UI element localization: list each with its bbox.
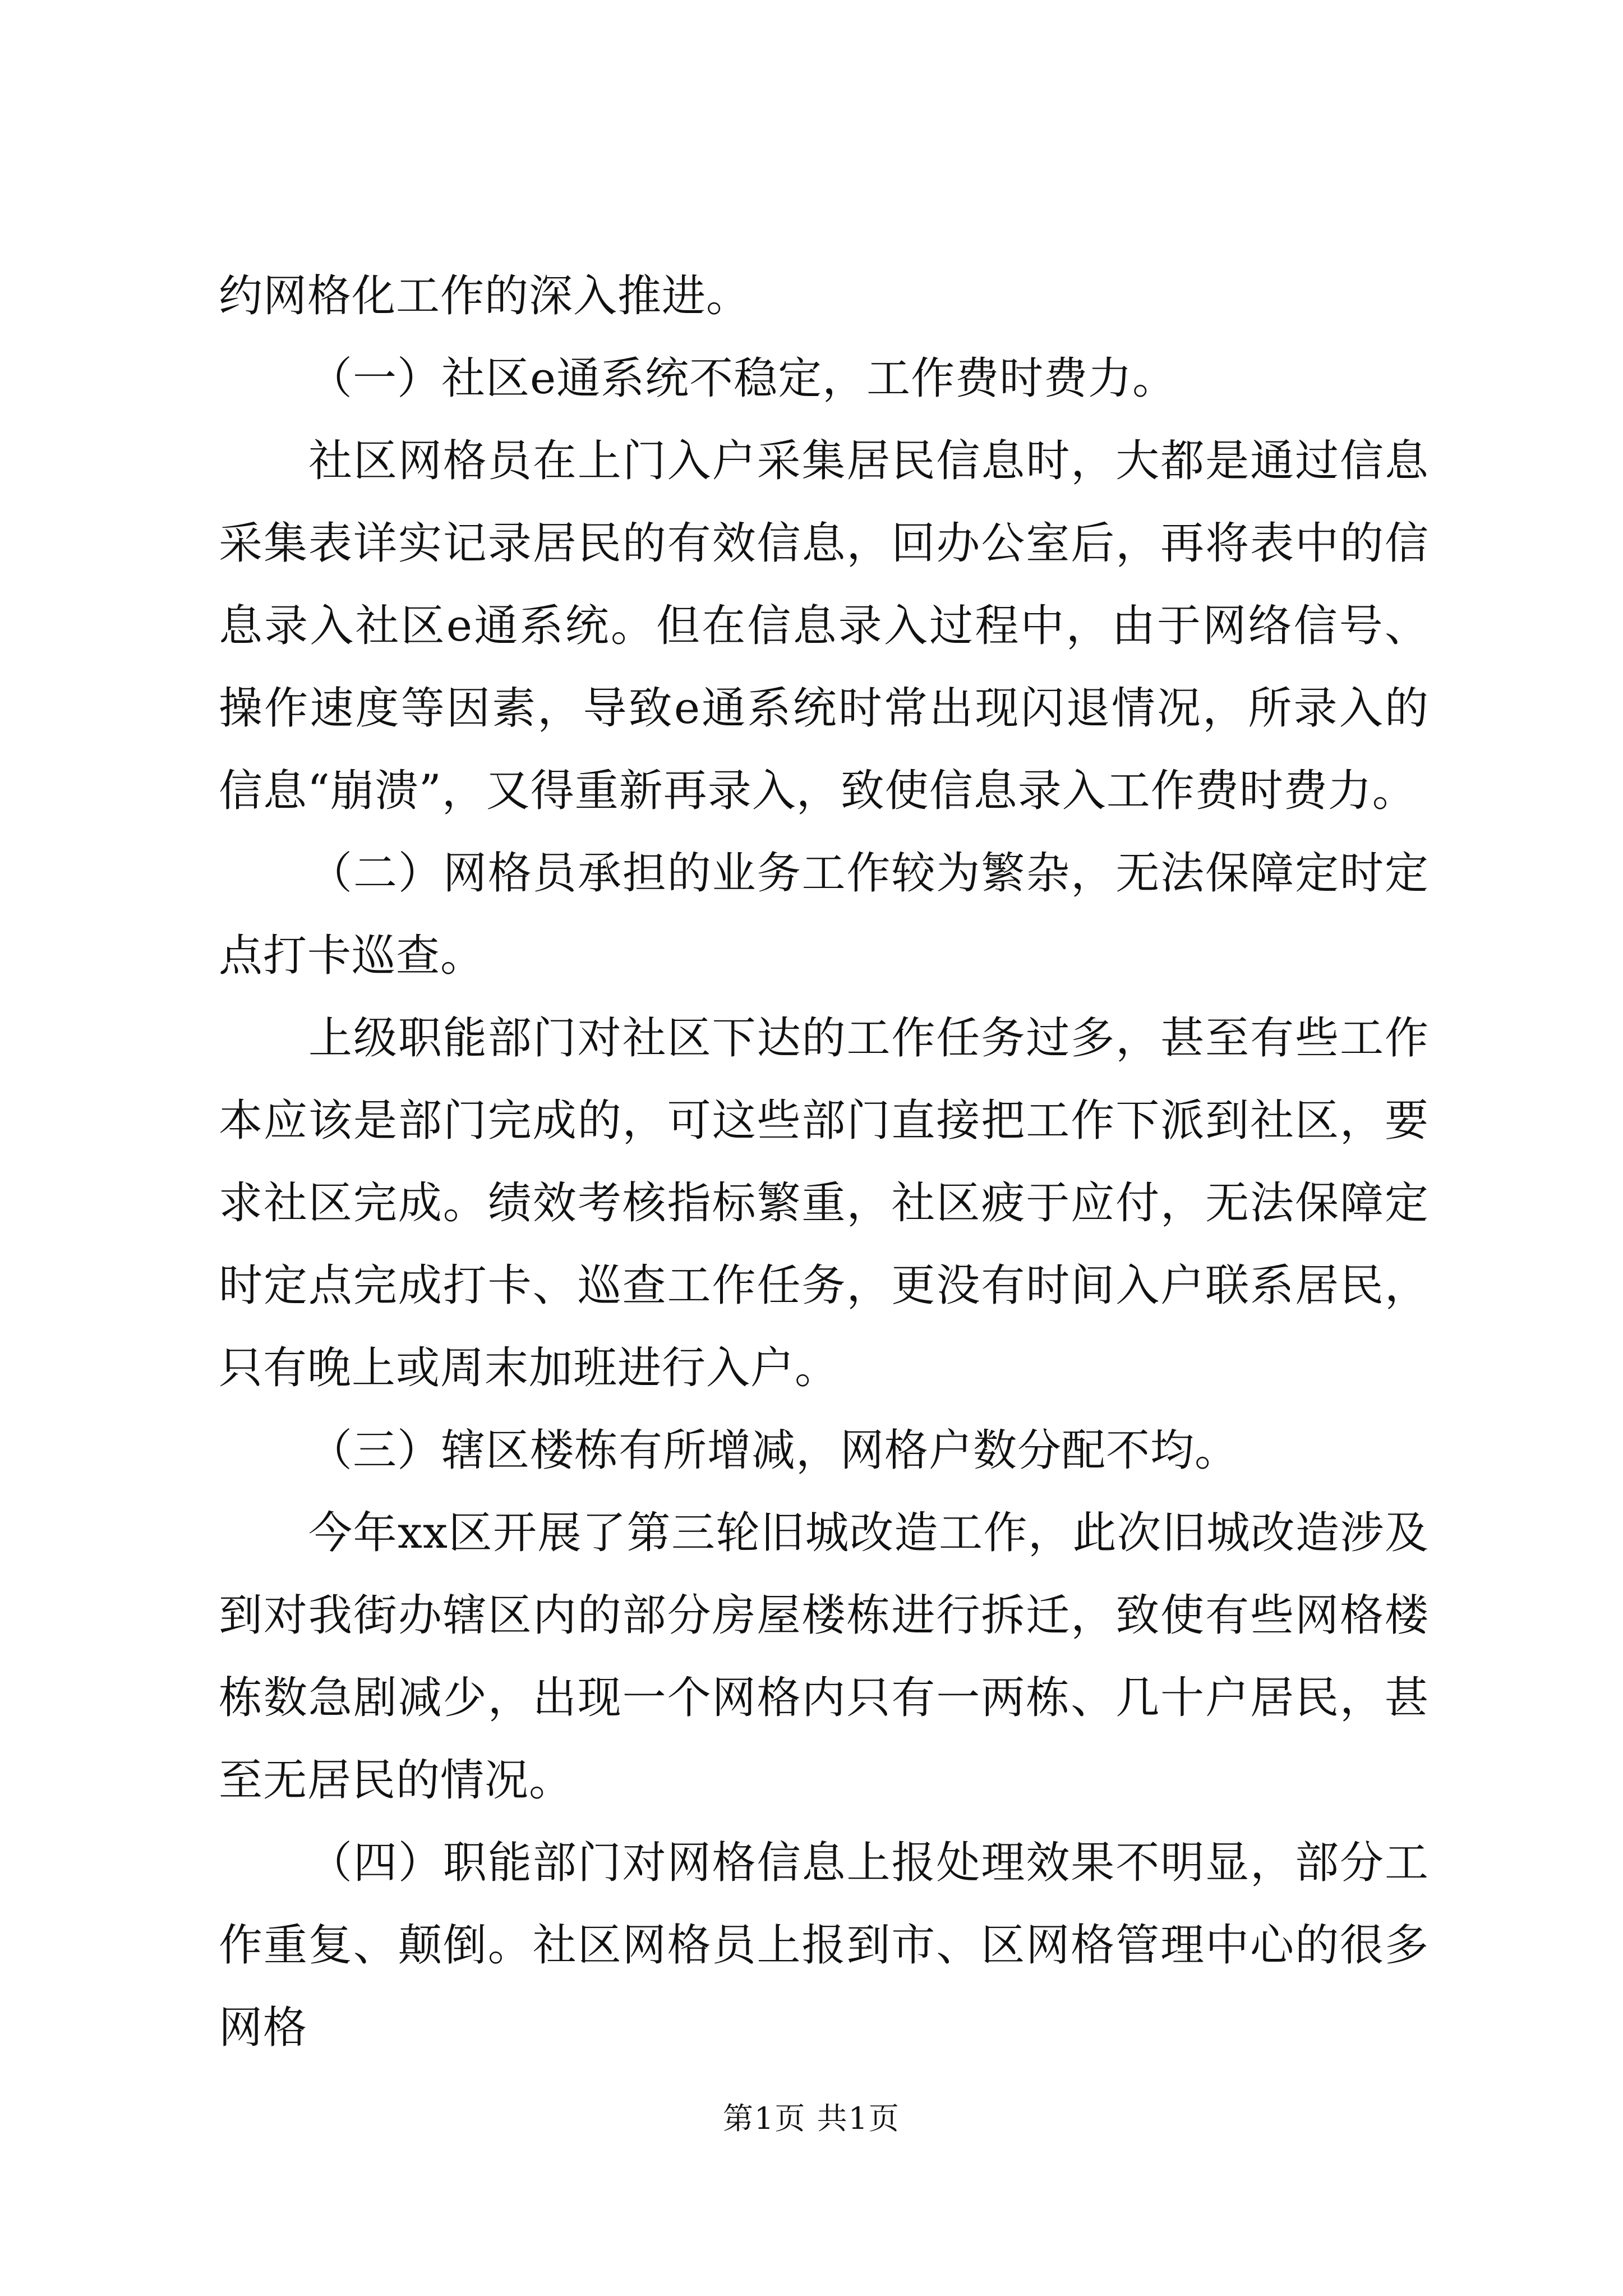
paragraph-continuation: 约网格化工作的深入推进。	[219, 271, 751, 321]
page-footer: 第1页 共1页	[723, 2101, 900, 2136]
section-heading-3: （三）辖区楼栋有所增减，网格户数分配不均。	[308, 1425, 1239, 1476]
section-heading-4: （四）职能部门对网格信息上报处理效果不明显，部分工作重复、颠倒。社区网格员上报到市、区网格管理中心的很多网格	[219, 1838, 1429, 2053]
document-body	[219, 255, 1429, 2069]
section-heading-2: （二）网格员承担的业务工作较为繁杂，无法保障定时定点打卡巡查。	[219, 848, 1429, 981]
paragraph-3: 今年xx区开展了第三轮旧城改造工作，此次旧城改造涉及到对我街办辖区内的部分房屋楼栋进行拆迁，致使有些网格楼栋数急剧减少，出现一个网格内只有一两栋、几十户居民，甚至无居民的情况。	[219, 1508, 1429, 1806]
section-heading-1: （一）社区e通系统不稳定，工作费时费力。	[308, 353, 1177, 404]
paragraph-1: 社区网格员在上门入户采集居民信息时，大都是通过信息采集表详实记录居民的有效信息，回办公室后，再将表中的信息录入社区e通系统。但在信息录入过程中，由于网络信号、操作速度等因素，导致e通系统时常出现闪退情况，所录入的信息“崩溃”，又得重新再录入，致使信息录入工作费时费力。	[219, 436, 1429, 816]
paragraph-2: 上级职能部门对社区下达的工作任务过多，甚至有些工作本应该是部门完成的，可这些部门直接把工作下派到社区，要求社区完成。绩效考核指标繁重，社区疲于应付，无法保障定时定点完成打卡、巡查工作任务，更没有时间入户联系居民，只有晚上或周末加班进行入户。	[219, 1013, 1429, 1393]
